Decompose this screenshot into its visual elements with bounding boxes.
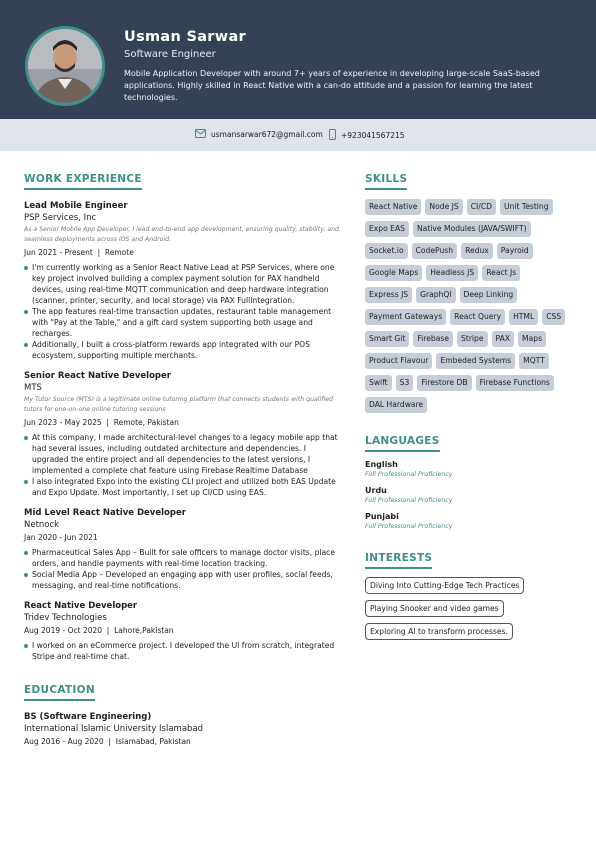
job-entry-dates: Aug 2019 - Oct 2020 — [24, 626, 103, 635]
languages-section — [365, 429, 575, 530]
interest-tag: Diving Into Cutting-Edge Tech Practices — [365, 577, 524, 594]
education-entry — [24, 712, 344, 746]
skill-tag: Google Maps — [365, 265, 422, 281]
section-title-work: WORK EXPERIENCE — [24, 173, 142, 190]
education-meta: Aug 2016 - Aug 2020 | Islamabad, Pakistan — [24, 737, 191, 746]
job-entry-bullets — [24, 640, 344, 662]
skill-tag: Headless JS — [426, 265, 478, 281]
skill-tag: Firestore DB — [417, 375, 471, 391]
skill-tag: Redux — [461, 243, 493, 259]
skill-tag: CI/CD — [467, 199, 496, 215]
bullet-item: Pharmaceutical Sales App – Built for sale officers to manage doctor visits, place orders, and handle payments with real-time location tracking. — [24, 547, 344, 569]
skill-tag: GraphQl — [416, 287, 455, 303]
language-name: Urdu — [365, 486, 387, 495]
language-entry — [365, 512, 575, 530]
job-entry-description: As a Senior Mobile App Developer, I lead end-to-end app development, ensuring quality, stability, and seamless deployments across iOS and Android. — [24, 226, 339, 243]
skill-tag: React Js — [482, 265, 520, 281]
skill-tag: Swift — [365, 375, 392, 391]
job-entry-bullets — [24, 547, 344, 591]
job-entry-dates: Jun 2021 - Present — [24, 248, 93, 257]
bullet-item: I'm currently working as a Senior React Native Lead at PSP Services, where one key project involved building a complex payment solution for PAX handheld devices, using real-time MQTT communication and deep hardware integration (scanner, printer, security, and local storage) via PAX FullIntegration. — [24, 262, 344, 306]
job-entry-bullets — [24, 262, 344, 361]
job-entry-dates: Jun 2023 - May 2025 — [24, 418, 102, 427]
skill-tag: Deep Linking — [460, 287, 518, 303]
skill-tag: React Native — [365, 199, 421, 215]
education-location: Islamabad, Pakistan — [115, 737, 191, 746]
skill-tag: Stripe — [457, 331, 488, 347]
job-entry-company: MTS — [24, 383, 42, 393]
skill-tag: DAL Hardware — [365, 397, 427, 413]
skill-tag: Product Flavour — [365, 353, 432, 369]
skill-tag: Firebase Functions — [476, 375, 554, 391]
job-entry-company: Netnock — [24, 520, 60, 530]
job-entry-title: Lead Mobile Engineer — [24, 201, 128, 211]
skill-tag: Unit Testing — [500, 199, 553, 215]
email-contact[interactable] — [195, 129, 323, 140]
section-title-education: EDUCATION — [24, 684, 95, 701]
skill-tag: Expo EAS — [365, 221, 409, 237]
job-entry-company: PSP Services, Inc — [24, 213, 97, 223]
job-entry-location: Lahore,Pakistan — [114, 626, 174, 635]
resume-header — [0, 0, 596, 119]
job-entry-title: Mid Level React Native Developer — [24, 508, 186, 518]
profile-photo — [25, 26, 105, 106]
job-entry-meta: Jun 2021 - Present | Remote — [24, 248, 134, 257]
language-level: Full Professional Proficiency — [365, 497, 453, 504]
job-title: Software Engineer — [124, 49, 216, 60]
bullet-item: The app features real-time transaction updates, restaurant table management with "Pay at the Table," and a gift card system supporting both usage and recharges. — [24, 306, 344, 339]
skill-tag: S3 — [396, 375, 414, 391]
language-name: English — [365, 460, 398, 469]
skill-tag: Node JS — [425, 199, 462, 215]
job-entry-location: Remote — [104, 248, 134, 257]
skill-tag: Native Modules (JAVA/SWIFT) — [413, 221, 531, 237]
job-entry — [24, 201, 344, 361]
job-entry-dates: Jan 2020 - Jun 2021 — [24, 533, 98, 542]
job-entry-meta: Jun 2023 - May 2025 | Remote, Pakistan — [24, 418, 179, 427]
skill-tag: HTML — [509, 309, 538, 325]
job-entry-title: React Native Developer — [24, 601, 138, 611]
profile-summary: Mobile Application Developer with around 7+ years of experience in developing large-scale SaaS-based applications. Highly skilled in React Native with a can-do attitude and a passion for learning the latest technologies. — [124, 69, 540, 102]
education-degree: BS (Software Engineering) — [24, 712, 152, 722]
language-name: Punjabi — [365, 512, 399, 521]
education-dates: Aug 2016 - Aug 2020 — [24, 737, 104, 746]
section-title-languages: LANGUAGES — [365, 435, 440, 452]
skill-tag: PAX — [492, 331, 515, 347]
language-entry — [365, 486, 575, 504]
email-text: usmansarwar672@gmail.com — [211, 130, 323, 139]
skill-tag: CSS — [542, 309, 565, 325]
bullet-item: Social Media App – Developed an engaging app with user profiles, social feeds, messaging, and real-time notifications. — [24, 569, 344, 591]
job-entry-location: Remote, Pakistan — [113, 418, 179, 427]
skill-tag: Socket.io — [365, 243, 408, 259]
skill-tag: Maps — [518, 331, 546, 347]
bullet-item: Additionally, I built a cross-platform rewards app integrated with our POS ecosystem, supporting multiple merchants. — [24, 339, 344, 361]
bullet-item: I also integrated Expo into the existing CLI project and utilized both EAS Update and Expo Update. Most importantly, I set up CI/CD using EAS. — [24, 476, 344, 498]
section-title-interests: INTERESTS — [365, 552, 432, 569]
language-level: Full Professional Proficiency — [365, 523, 453, 530]
phone-text: +923041567215 — [341, 131, 405, 140]
contact-bar — [0, 119, 596, 151]
right-column — [365, 167, 575, 640]
skill-tag: Payment Gateways — [365, 309, 446, 325]
skill-tag: Embeded Systems — [436, 353, 515, 369]
interest-tag: Exploring AI to transform processes. — [365, 623, 513, 640]
job-entry — [24, 371, 344, 498]
skill-tag: CodePush — [412, 243, 457, 259]
language-level: Full Professional Proficiency — [365, 471, 453, 478]
skill-tag: Firebase — [413, 331, 453, 347]
job-entry-meta: Aug 2019 - Oct 2020 | Lahore,Pakistan — [24, 626, 174, 635]
education-school: International Islamic University Islamabad — [24, 724, 204, 734]
candidate-name: Usman Sarwar — [124, 29, 246, 45]
skill-tag: Payroid — [497, 243, 533, 259]
job-entry-company: Tridev Technologies — [24, 613, 107, 623]
interest-tag: Playing Snooker and video games — [365, 600, 504, 617]
interests-section — [365, 546, 575, 640]
language-entry — [365, 460, 575, 478]
job-entry-title: Senior React Native Developer — [24, 371, 171, 381]
left-column — [24, 167, 344, 746]
skills-list — [365, 199, 570, 413]
bullet-item: I worked on an eCommerce project. I developed the UI from scratch, integrated Stripe and real-time chat. — [24, 640, 344, 662]
education-section — [24, 678, 344, 746]
phone-icon — [329, 129, 336, 142]
job-entry — [24, 508, 344, 591]
skill-tag: Smart Git — [365, 331, 409, 347]
skill-tag: MQTT — [519, 353, 549, 369]
skill-tag: React Query — [450, 309, 505, 325]
job-entry-description: My Tutor Source (MTS) is a legitimate online tutoring platform that connects students with qualified tutors for one-on-one online tutoring sessions — [24, 396, 333, 413]
job-entry-bullets — [24, 432, 344, 498]
bullet-item: At this company, I made architectural-level changes to a legacy mobile app that had several issues, including outdated architecture and dependencies. I upgraded the entire project and all dependencies to the latest versions, I implemented a complete chat feature using Firebase Realtime Database — [24, 432, 344, 476]
job-entry — [24, 601, 344, 662]
interests-list — [365, 577, 575, 640]
envelope-icon — [195, 129, 206, 140]
phone-contact[interactable] — [329, 129, 405, 142]
skill-tag: Express JS — [365, 287, 412, 303]
section-title-skills: SKILLS — [365, 173, 407, 190]
